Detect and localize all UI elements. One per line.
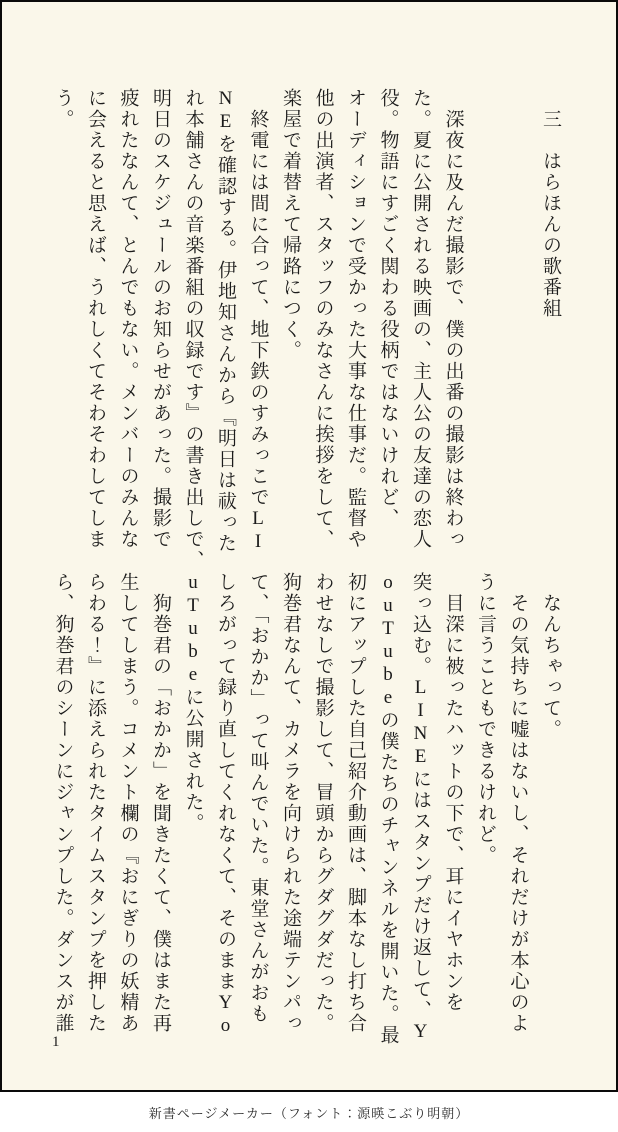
text-line: 初にアップした自己紹介動画は、脚本なし打ち合 <box>345 572 366 1034</box>
text-line: た。夏に公開される映画の、主人公の友達の恋人 <box>410 88 431 550</box>
vertical-text-block-bottom <box>46 572 566 1046</box>
text-line <box>469 88 502 556</box>
vertical-text-block-top <box>46 88 566 571</box>
text-line: ouTubeの僕たちのチャンネルを開いた。最 <box>377 572 399 1046</box>
text-line <box>501 88 534 556</box>
text-line: 役。物語にすごく関わる役柄ではないけれど、 <box>377 88 399 529</box>
text-line: その気持ちに嘘はないし、それだけが本心のよ <box>507 572 529 1034</box>
text-line: なんちゃって。 <box>540 572 561 740</box>
text-line: 狗巻君の「おかか」を聞きたくて、僕はまた再 <box>150 572 171 1034</box>
text-line: う。 <box>52 88 74 130</box>
text-line: ら、狗巻君のシーンにジャンプした。ダンスが誰 <box>52 572 74 1034</box>
text-line: て、「おかか」って叫んでいた。東堂さんがおも <box>247 572 269 1025</box>
text-line: 他の出演者、スタッフのみなさんに挨拶をして、 <box>312 88 334 550</box>
text-line: 狗巻君なんて、カメラを向けられた途端テンパっ <box>280 572 301 1034</box>
text-line: 生してしまう。コメント欄の『おにぎりの妖精あ <box>117 572 139 1034</box>
text-line: オーディションで受かった大事な仕事だ。監督や <box>345 88 366 550</box>
text-line: れ本舗さんの音楽番組の収録です』の書き出しで、 <box>182 88 204 571</box>
text-line: しろがって録り直してくれなくて、そのままYo <box>215 572 236 1038</box>
page-number: 1 <box>52 1034 60 1050</box>
text-line: 明日のスケジュールのお知らせがあった。撮影で <box>150 88 171 550</box>
text-line: 目深に被ったハットの下で、耳にイヤホンを <box>442 572 464 1013</box>
text-line: 深夜に及んだ撮影で、僕の出番の撮影は終わっ <box>442 88 464 550</box>
text-line: 三 はらほんの歌番組 <box>540 88 561 319</box>
text-line: 終電には間に合って、地下鉄のすみっこでLI <box>247 88 269 554</box>
text-line: うに言うこともできるけれど。 <box>475 572 496 866</box>
text-line: らわる！』に添えられたタイムスタンプを押した <box>85 572 106 1034</box>
text-line: 楽屋で着替えて帰路につく。 <box>280 88 301 361</box>
footer-caption: 新書ページメーカー（フォント：源暎こぶり明朝） <box>0 1092 618 1132</box>
text-line: 突っ込む。LINEにはスタンプだけ返して、Y <box>410 572 431 1044</box>
text-line: わせなしで撮影して、冒頭からグダグダだった。 <box>312 572 334 1034</box>
text-line: NEを確認する。伊地知さんから『明日は祓った <box>215 88 236 554</box>
text-line: uTubeに公開された。 <box>182 572 204 834</box>
text-line: に会えると思えば、うれしくてそわそわしてしま <box>85 88 106 550</box>
text-line: 疲れたなんて、とんでもない。メンバーのみんな <box>117 88 139 550</box>
